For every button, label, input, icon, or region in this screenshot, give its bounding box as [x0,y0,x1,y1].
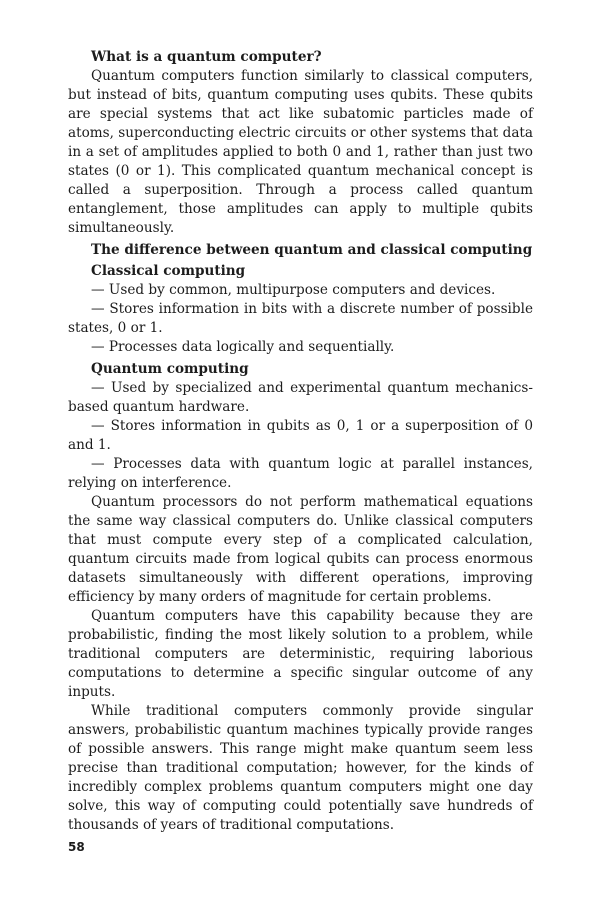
section-title: What is a quantum computer? [91,49,322,65]
quantum-title: Quantum computing [91,361,249,377]
quantum-item: — Used by specialized and experimental quantum mechanics-based quantum hardware. [68,380,533,415]
classical-title: Classical computing [91,263,246,279]
classical-item: — Processes data logically and sequentially. [91,339,395,355]
difference-title: The difference between quantum and classical computing [91,242,533,258]
body-paragraph: Quantum computers have this capability because they are probabilistic, finding the most likely solution to a problem, while traditional computers are deterministic, requiring laborious computations to determine a specific singular outcome of any inputs. [68,608,533,700]
intro-paragraph: Quantum computers function similarly to classical computers, but instead of bits, quantum computing uses qubits. These qubits are special systems that act like subatomic particles made of atoms, superconducting electric circuits or other systems that data in a set of amplitudes applied to both 0 and 1, rather than just two states (0 or 1). This complicated quantum mechanical concept is called a superposition. Through a process called quantum entanglement, those amplitudes can apply to multiple qubits simultaneously. [68,68,533,236]
page-number: 58 [68,840,85,854]
quantum-item: — Stores information in qubits as 0, 1 or a superposition of 0 and 1. [68,418,533,453]
classical-item: — Stores information in bits with a discrete number of possible states, 0 or 1. [68,301,533,336]
body-paragraph: While traditional computers commonly provide singular answers, probabilistic quantum machines typically provide ranges of possible answers. This range might make quantum seem less precise than traditional computation; however, for the kinds of incredibly complex problems quantum computers might one day solve, this way of computing could potentially save hundreds of thousands of years of traditional computations. [68,703,533,833]
page-content [68,48,533,835]
quantum-item: — Processes data with quantum logic at parallel instances, relying on interference. [68,456,533,491]
body-paragraph: Quantum processors do not perform mathematical equations the same way classical computers do. Unlike classical computers that must compute every step of a complicated calculation, quantum circuits made from logical qubits can process enormous datasets simultaneously with different operations, improving efficiency by many orders of magnitude for certain problems. [68,494,533,605]
classical-item: — Used by common, multipurpose computers and devices. [91,282,496,298]
